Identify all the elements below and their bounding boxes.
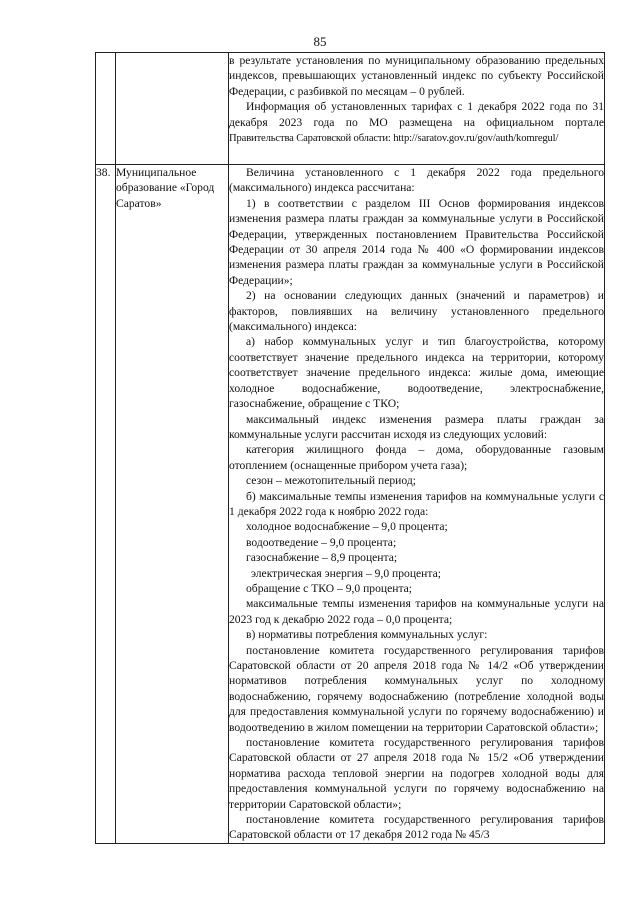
content-paragraph: 2) на основании следующих данных (значений и параметров) и факторов, повлиявших на величину установленного предельного (максимального) индекса: xyxy=(229,289,604,334)
content-paragraph: максимальные темпы изменения тарифов на коммунальные услуги на 2023 год к декабрю 2022 года – 0,0 процента; xyxy=(229,597,604,626)
content-paragraph: сезон – межотопительный период; xyxy=(246,474,416,488)
table-row xyxy=(96,53,605,165)
content-paragraph: холодное водоснабжение – 9,0 процента; xyxy=(246,520,448,534)
content-paragraph: электрическая энергия – 9,0 процента; xyxy=(251,566,441,580)
content-paragraph: а) набор коммунальных услуг и тип благоустройства, которому соответствует значение предельного индекса на территории, которому соответствует значение предельного индекса: жилые дома, имеющие холодное водоснабжение, водоотведение, электроснабжение, газоснабжение, обращение с ТКО; xyxy=(229,335,604,411)
content-paragraph: в результате установления по муниципальному образованию предельных индексов, превышающих установленный индекс по субъекту Российской Федерации, с разбивкой по месяцам – 0 рублей. xyxy=(229,54,604,98)
tariff-index-table xyxy=(95,52,605,844)
municipality-name: Муниципальное образование «Город Саратов» xyxy=(116,165,229,844)
content-paragraph: категория жилищного фонда – дома, оборудованные газовым отоплением (оснащенные прибором учета газа); xyxy=(229,443,604,472)
row-content xyxy=(229,53,605,165)
municipality-name xyxy=(116,53,229,165)
content-paragraph: в) нормативы потребления коммунальных услуг: xyxy=(246,628,488,642)
content-paragraph: Информация об установленных тарифах с 1 декабря 2022 года по 31 декабря 2023 года по МО размещена на официальном портале Правительства Саратовской области: http://saratov.gov.ru/gov/auth/komregul/ xyxy=(229,100,604,145)
content-paragraph: обращение с ТКО – 9,0 процента; xyxy=(246,581,413,595)
content-paragraph: б) максимальные темпы изменения тарифов на коммунальные услуги с 1 декабря 2022 года к ноябрю 2022 года: xyxy=(229,489,604,518)
row-number: 38. xyxy=(96,165,116,844)
content-paragraph: постановление комитета государственного регулирования тарифов Саратовской области от 17 декабря 2012 года № 45/3 xyxy=(229,813,604,842)
content-paragraph: постановление комитета государственного регулирования тарифов Саратовской области от 27 апреля 2018 года № 15/2 «Об утверждении норматива расхода тепловой энергии на подогрев холодной воды для предоставления коммунальной услуги по горячему водоснабжению на территории Саратовской области»; xyxy=(229,736,604,811)
content-paragraph: максимальный индекс изменения размера платы граждан за коммунальные услуги рассчитан исходя из следующих условий: xyxy=(229,412,604,441)
row-content xyxy=(229,165,605,844)
content-paragraph: водоотведение – 9,0 процента; xyxy=(246,535,397,549)
portal-link-text: Правительства Саратовской области: http://saratov.gov.ru/gov/auth/komregul/ xyxy=(229,133,559,145)
page-number: 85 xyxy=(313,34,327,49)
row-number xyxy=(96,53,116,165)
content-paragraph: газоснабжение – 8,9 процента; xyxy=(246,551,398,565)
content-paragraph: Величина установленного с 1 декабря 2022 года предельного (максимального) индекса рассчитана: xyxy=(229,166,604,195)
content-paragraph: постановление комитета государственного регулирования тарифов Саратовской области от 20 апреля 2018 года № 14/2 «Об утверждении нормативов потребления коммунальных услуг по холодному водоснабжению, горячему водоснабжению (потребление холодной воды для предоставления коммунальной услуги по горячему водоснабжению) и водоотведению в жилом помещении на территории Саратовской области»; xyxy=(229,643,604,734)
table-row xyxy=(96,165,605,844)
content-paragraph: 1) в соответствии с разделом III Основ формирования индексов изменения размера платы граждан за коммунальные услуги в Российской Федерации, утвержденных постановлением Правительства Российской Федерации от 30 апреля 2014 года № 400 «О формировании индексов изменения размера платы граждан за коммунальные услуги в Российской Федерации»; xyxy=(229,196,604,287)
